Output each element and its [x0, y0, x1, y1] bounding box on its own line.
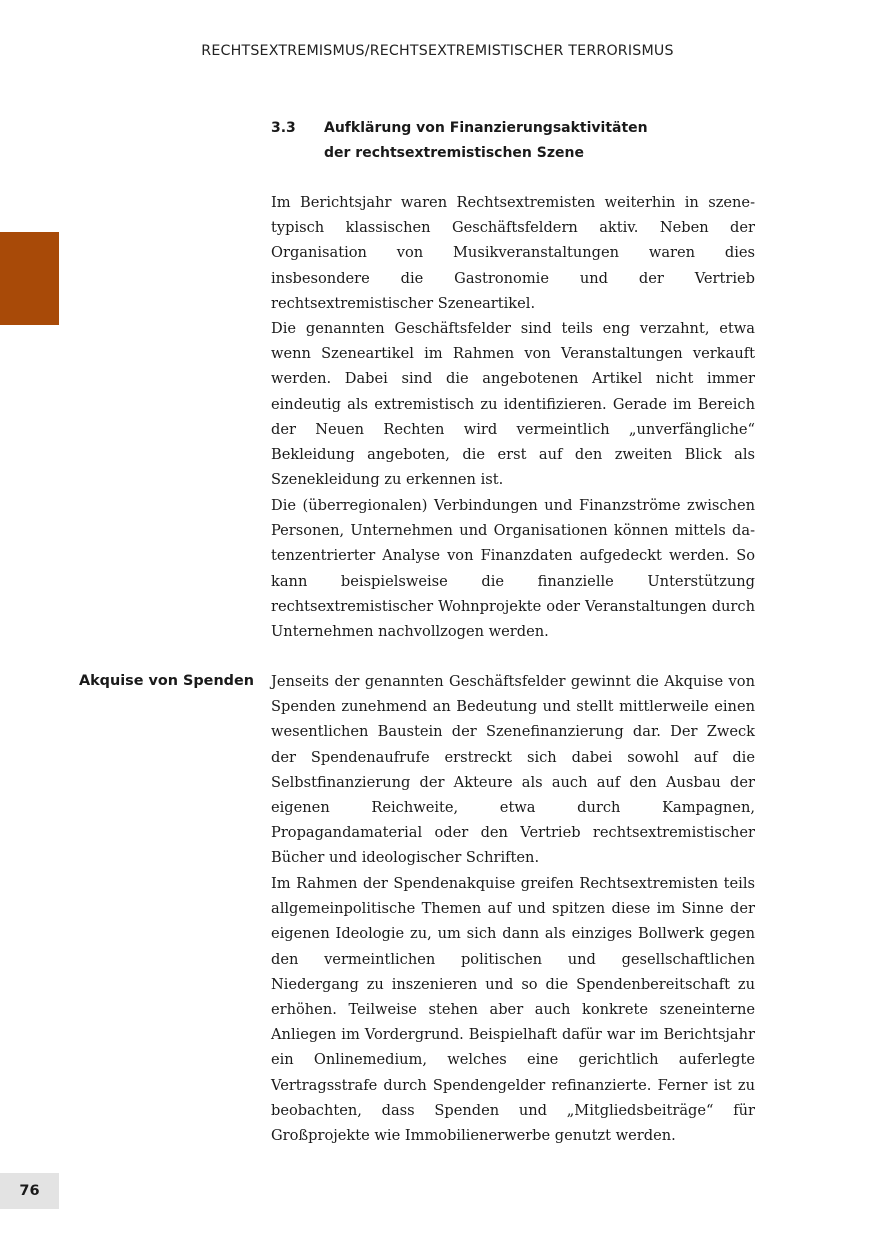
paragraph-1 [271, 190, 755, 316]
paragraph-2 [271, 316, 755, 492]
section-title-line-1: Aufklärung von Finanzierungsaktivitäten [324, 120, 648, 136]
paragraph-text: Die genannten Geschäftsfelder sind teils eng verzahnt, etwa wenn Szeneartikel im Rahmen von Veranstaltungen verkauft werden. Dabei sind die angebotenen Artikel nicht immer eindeutig als extremistisch zu identifizieren. Gerade im Bereich der Neuen Rechten wird vermeintlich „unverfängliche“ Bekleidung angeboten, die erst auf den zweiten Blick als Szenekleidung zu erkennen ist. [271, 320, 755, 489]
running-header: RECHTSEXTREMISMUS/RECHTSEXTREMISTISCHER TERRORISMUS [201, 43, 674, 59]
paragraph-3 [271, 493, 755, 644]
section-title-line-2: der rechtsextremistischen Szene [324, 145, 584, 161]
paragraph-text: Im Rahmen der Spendenakquise greifen Rechtsextremisten teils allgemeinpolitische Themen auf und spitzen diese im Sinne der eigenen Ideologie zu, um sich dann als einziges Bollwerk gegen den vermeintlichen politischen und gesellschaftlichen Niedergang zu inszenieren und so die Spendenbereitschaft zu erhöhen. Teilweise stehen aber auch konkrete szeneinterne Anliegen im Vordergrund. Beispielhaft dafür war im Berichtsjahr ein Onlinemedium, welches eine gerichtlich auferlegte Vertragsstrafe durch Spendengelder refinanzierte. Ferner ist zu beobachten, dass Spenden und „Mitgliedsbeiträge“ für Großprojekte wie Immobilienerwerbe genutzt werden. [271, 875, 755, 1145]
section-title [324, 116, 744, 166]
page-number: 76 [0, 1173, 59, 1209]
section-number: 3.3 [271, 120, 296, 136]
paragraph-text: Jenseits der genannten Geschäftsfelder gewinnt die Akquise von Spenden zunehmend an Bedeutung und stellt mittlerweile einen wesentlichen Baustein der Szenefinanzierung dar. Der Zweck der Spendenaufrufe erstreckt sich dabei sowohl auf die Selbstfinanzierung der Akteure als auch auf den Ausbau der eigenen Reichweite, etwa durch Kampagnen, Propagandamaterial oder den Vertrieb rechtsextremistischer Bücher und ideologischer Schriften. [271, 673, 755, 867]
paragraph-5 [271, 871, 755, 1148]
chapter-tab-marker [0, 232, 59, 325]
paragraph-text: Im Berichtsjahr waren Rechtsextremisten weiterhin in szenetypisch klassischen Geschäftsfeldern aktiv. Neben der Organisation von Musikveranstaltungen waren dies insbesondere die Gastronomie und der Vertrieb rechtsextremistischer Szeneartikel. [271, 194, 755, 312]
paragraph-text: Die (überregionalen) Verbindungen und Finanzströme zwischen Personen, Unternehmen und Organisationen können mittels datenzentrierter Analyse von Finanzdaten aufgedeckt werden. So kann beispielsweise die finanzielle Unterstützung rechtsextremistischer Wohnprojekte oder Veranstaltungen durch Unternehmen nachvollzogen werden. [271, 497, 755, 641]
margin-note: Akquise von Spenden [78, 673, 254, 689]
paragraph-4 [271, 669, 755, 871]
